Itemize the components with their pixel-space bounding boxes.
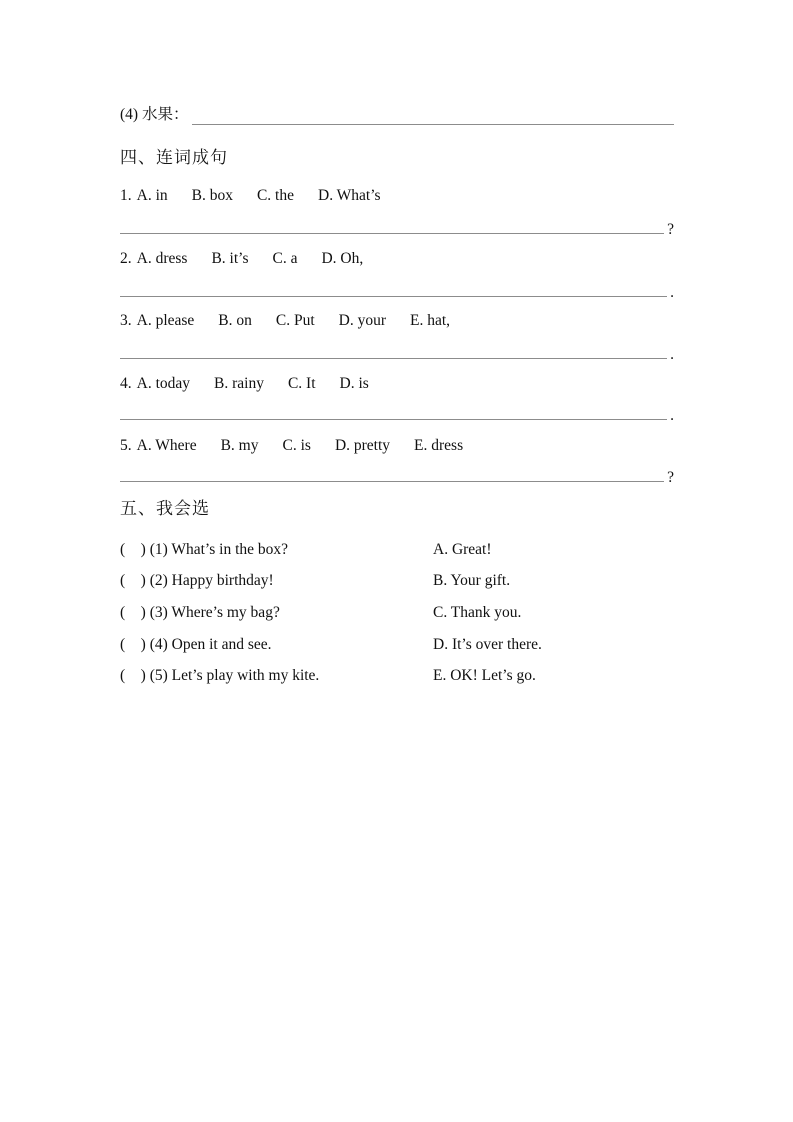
- match-row-4: [120, 635, 674, 654]
- reorder-item-4-answer-row: [120, 398, 674, 424]
- word-option: C. It: [287, 375, 316, 392]
- reorder-item-5-answer-row: [120, 460, 674, 486]
- item-number: 5.: [120, 437, 132, 454]
- end-punctuation: .: [670, 284, 674, 301]
- reorder-item-4-options: [120, 374, 674, 394]
- end-punctuation: ?: [667, 221, 674, 238]
- match-question: ( ) (5) Let’s play with my kite.: [120, 667, 320, 684]
- reorder-item-1-options: [120, 186, 674, 206]
- end-punctuation: ?: [667, 469, 674, 486]
- reorder-item-2-options: [120, 249, 674, 269]
- word-option: B. on: [218, 312, 252, 329]
- word-option: D. your: [338, 312, 387, 329]
- word-option: A. dress: [136, 250, 188, 267]
- word-option: C. Put: [275, 312, 315, 329]
- end-punctuation: .: [670, 346, 674, 363]
- word-option: B. box: [191, 187, 233, 204]
- match-answer: D. It’s over there.: [433, 636, 542, 653]
- match-question: ( ) (2) Happy birthday!: [120, 572, 274, 589]
- word-option: B. my: [220, 437, 259, 454]
- match-question: ( ) (4) Open it and see.: [120, 636, 272, 653]
- word-option: E. hat,: [410, 312, 451, 329]
- match-question: ( ) (1) What’s in the box?: [120, 541, 289, 558]
- word-option: D. Oh,: [321, 250, 364, 267]
- answer-line: [120, 418, 667, 420]
- match-answer: B. Your gift.: [433, 572, 511, 589]
- fruit-fill-blank-row: [120, 101, 674, 125]
- match-answer: A. Great!: [433, 541, 492, 558]
- fruit-answer-line: [192, 123, 674, 125]
- item-number: 4.: [120, 375, 132, 392]
- reorder-item-5-options: [120, 436, 674, 456]
- fruit-fill-blank-label: (4) 水果：: [120, 106, 189, 123]
- word-option: A. please: [136, 312, 195, 329]
- answer-line: [120, 480, 664, 482]
- section4-title: 四、连词成句: [120, 148, 228, 167]
- match-row-1: [120, 540, 674, 559]
- reorder-item-2-answer-row: [120, 275, 674, 301]
- word-option: A. today: [136, 375, 191, 392]
- word-option: B. rainy: [214, 375, 264, 392]
- word-option: E. dress: [414, 437, 464, 454]
- match-answer: E. OK! Let’s go.: [433, 667, 536, 684]
- item-number: 3.: [120, 312, 132, 329]
- word-option: A. in: [136, 187, 168, 204]
- word-option: C. the: [256, 187, 294, 204]
- answer-line: [120, 357, 667, 359]
- item-number: 2.: [120, 250, 132, 267]
- answer-line: [120, 295, 667, 297]
- reorder-item-1-answer-row: [120, 212, 674, 238]
- section5-title: 五、我会选: [120, 499, 210, 518]
- answer-line: [120, 232, 664, 234]
- word-option: C. a: [272, 250, 298, 267]
- end-punctuation: .: [670, 407, 674, 424]
- match-row-3: [120, 603, 674, 622]
- word-option: C. is: [282, 437, 311, 454]
- match-row-2: [120, 571, 674, 590]
- reorder-item-3-answer-row: [120, 337, 674, 363]
- word-option: A. Where: [136, 437, 197, 454]
- reorder-item-3-options: [120, 311, 674, 331]
- match-row-5: [120, 666, 674, 685]
- match-question: ( ) (3) Where’s my bag?: [120, 604, 280, 621]
- word-option: B. it’s: [211, 250, 249, 267]
- item-number: 1.: [120, 187, 132, 204]
- word-option: D. pretty: [334, 437, 391, 454]
- word-option: D. What’s: [318, 187, 381, 204]
- word-option: D. is: [339, 375, 369, 392]
- match-answer: C. Thank you.: [433, 604, 522, 621]
